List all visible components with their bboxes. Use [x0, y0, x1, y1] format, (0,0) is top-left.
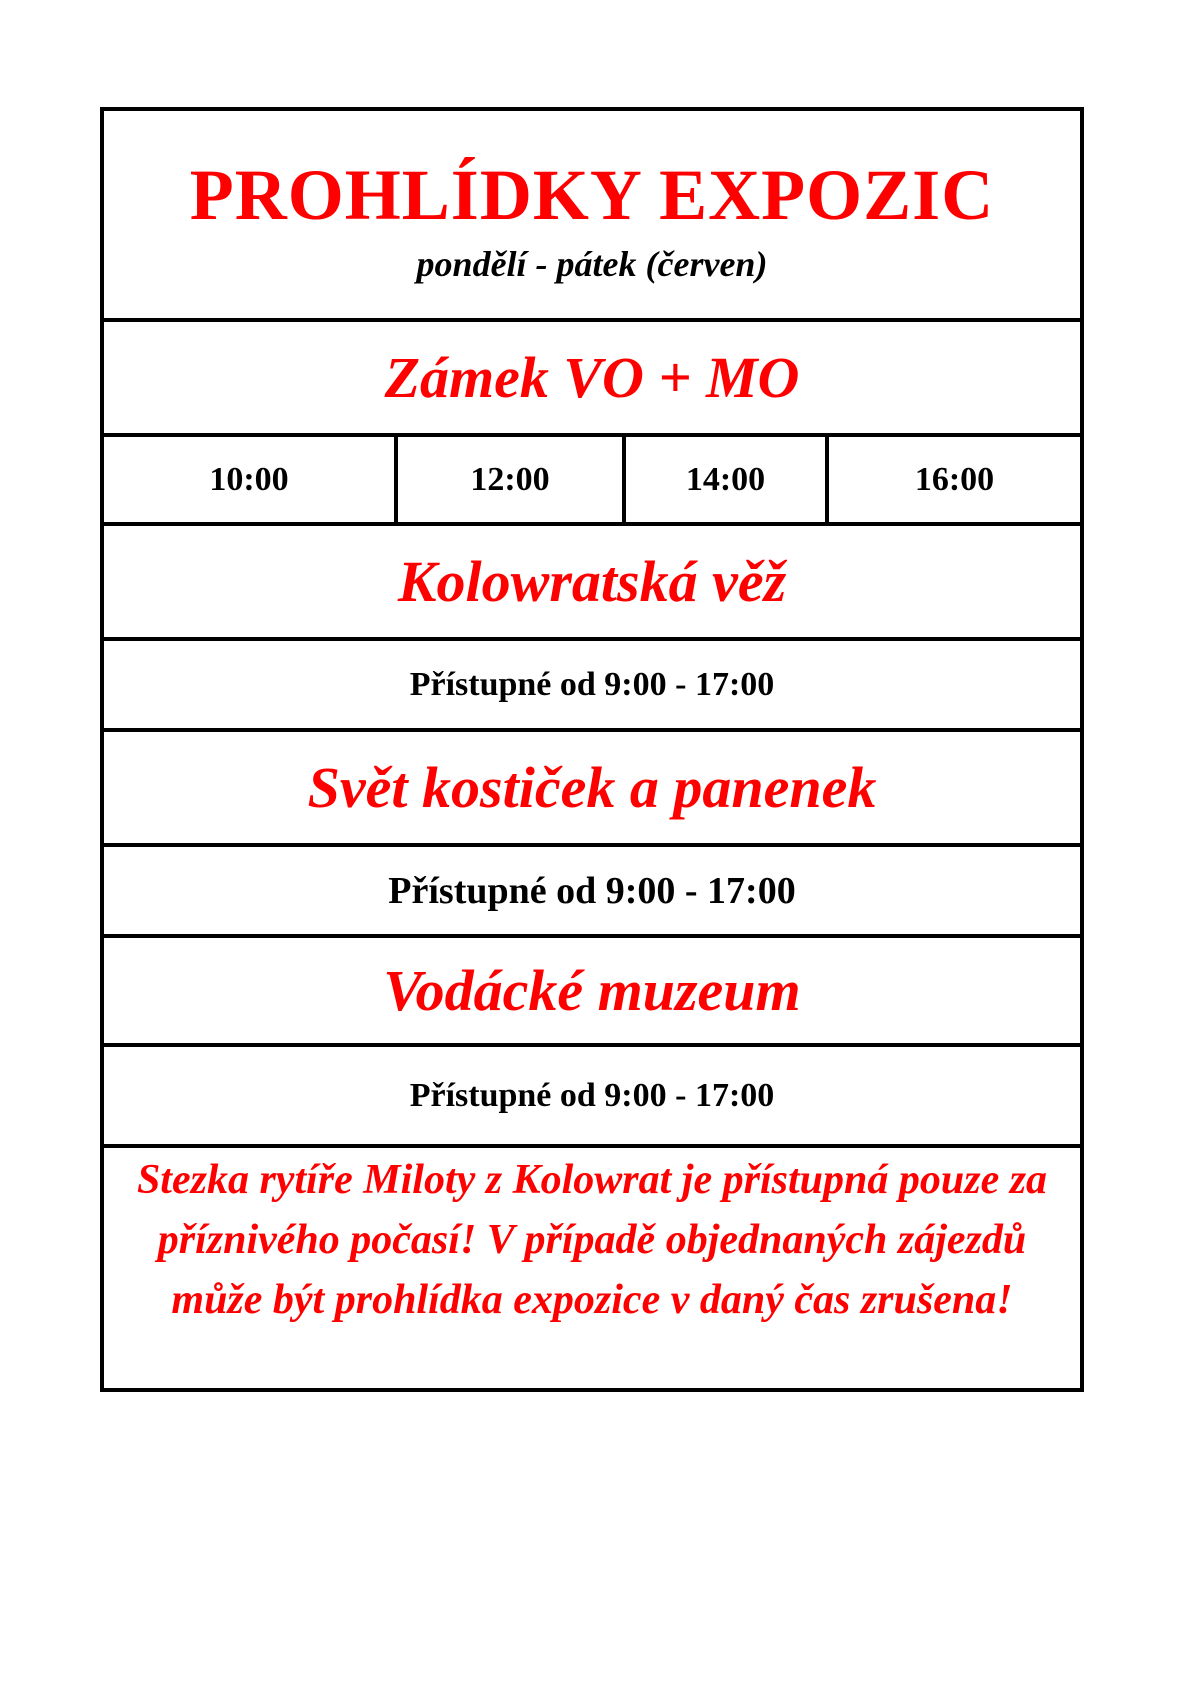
access-hours-text: Přístupné od 9:00 - 17:00	[388, 869, 796, 912]
tour-time-cell: 16:00	[914, 460, 995, 498]
header-row	[104, 111, 1080, 322]
section-zamek-title-row	[104, 322, 1080, 437]
section-kolowratska-title: Kolowratská věž	[397, 548, 787, 614]
svet-access-row	[104, 847, 1080, 938]
tour-time-cell: 12:00	[398, 437, 626, 522]
page-title: PROHLÍDKY EXPOZIC	[189, 155, 995, 235]
section-zamek-title: Zámek VO + MO	[384, 344, 800, 410]
access-hours-text: Přístupné od 9:00 - 17:00	[409, 665, 775, 703]
tour-time-cell: 10:00	[104, 437, 398, 522]
kolowratska-access-row	[104, 641, 1080, 732]
section-svet-title-row	[104, 732, 1080, 847]
schedule-table	[100, 107, 1084, 1392]
note-row	[104, 1148, 1080, 1388]
zamek-times-row	[104, 437, 1080, 526]
warning-note: Stezka rytíře Miloty z Kolowrat je přístupná pouze za příznivého počasí! V případě objednaných zájezdů může být prohlídka expozice v daný čas zrušena!	[136, 1157, 1048, 1323]
vodacke-access-row	[104, 1047, 1080, 1148]
section-vodacke-title-row	[104, 938, 1080, 1047]
access-hours-text: Přístupné od 9:00 - 17:00	[409, 1076, 775, 1114]
section-svet-title: Svět kostiček a panenek	[307, 754, 877, 820]
tour-time-cell: 14:00	[626, 437, 829, 522]
section-vodacke-title: Vodácké muzeum	[383, 957, 801, 1023]
page-subtitle: pondělí - pátek (červen)	[416, 244, 768, 284]
section-kolowratska-title-row	[104, 526, 1080, 641]
